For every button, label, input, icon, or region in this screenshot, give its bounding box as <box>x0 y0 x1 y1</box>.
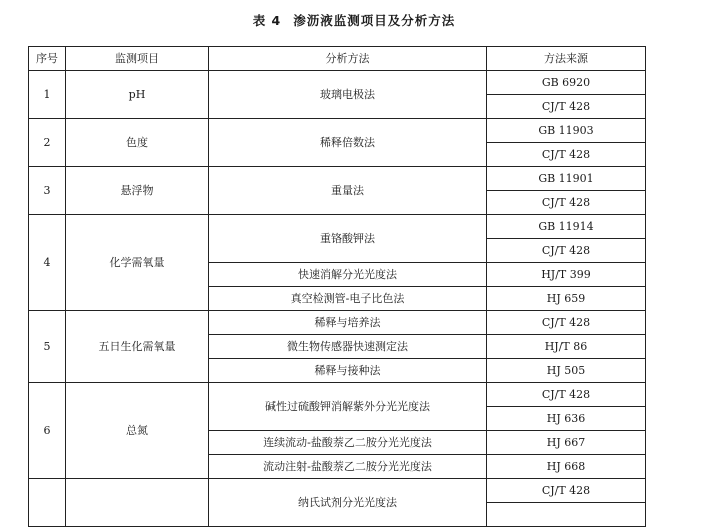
method-cell: 快速消解分光光度法 <box>209 263 487 287</box>
table-caption <box>0 11 708 29</box>
source-cell: HJ 636 <box>487 407 646 431</box>
method-cell: 流动注射-盐酸萘乙二胺分光光度法 <box>209 455 487 479</box>
header-seq: 序号 <box>29 47 66 71</box>
seq-cell: 6 <box>29 383 66 479</box>
method-cell: 纳氏试剂分光光度法 <box>209 479 487 527</box>
table-header-row <box>29 47 646 71</box>
item-cell: 色度 <box>66 119 209 167</box>
source-cell: HJ 505 <box>487 359 646 383</box>
method-cell: 玻璃电极法 <box>209 71 487 119</box>
source-cell: CJ/T 428 <box>487 383 646 407</box>
table-number: 表 4 <box>252 13 282 28</box>
table-row <box>29 215 646 239</box>
seq-cell: 2 <box>29 119 66 167</box>
method-cell: 稀释与培养法 <box>209 311 487 335</box>
source-cell: GB 6920 <box>487 71 646 95</box>
header-source: 方法来源 <box>487 47 646 71</box>
source-cell: CJ/T 428 <box>487 311 646 335</box>
source-cell: CJ/T 428 <box>487 239 646 263</box>
source-cell: GB 11903 <box>487 119 646 143</box>
method-cell: 真空检测管-电子比色法 <box>209 287 487 311</box>
item-cell: 五日生化需氧量 <box>66 311 209 383</box>
method-cell: 碱性过硫酸钾消解紫外分光光度法 <box>209 383 487 431</box>
seq-cell: 3 <box>29 167 66 215</box>
seq-cell: 5 <box>29 311 66 383</box>
source-cell: HJ 668 <box>487 455 646 479</box>
method-cell: 连续流动-盐酸萘乙二胺分光光度法 <box>209 431 487 455</box>
source-cell: HJ 667 <box>487 431 646 455</box>
item-cell: pH <box>66 71 209 119</box>
monitoring-table <box>28 46 646 527</box>
table-row <box>29 167 646 191</box>
item-cell: 总氮 <box>66 383 209 479</box>
source-cell: GB 11914 <box>487 215 646 239</box>
source-cell: CJ/T 428 <box>487 143 646 167</box>
table-row <box>29 479 646 503</box>
table-row <box>29 71 646 95</box>
item-cell <box>66 479 209 527</box>
seq-cell: 4 <box>29 215 66 311</box>
source-cell: GB 11901 <box>487 167 646 191</box>
seq-cell <box>29 479 66 527</box>
table-row <box>29 311 646 335</box>
source-cell: HJ/T 399 <box>487 263 646 287</box>
source-cell: HJ/T 86 <box>487 335 646 359</box>
method-cell: 稀释倍数法 <box>209 119 487 167</box>
item-cell: 化学需氧量 <box>66 215 209 311</box>
source-cell <box>487 503 646 527</box>
method-cell: 重铬酸钾法 <box>209 215 487 263</box>
header-item: 监测项目 <box>66 47 209 71</box>
source-cell: CJ/T 428 <box>487 479 646 503</box>
seq-cell: 1 <box>29 71 66 119</box>
source-cell: CJ/T 428 <box>487 191 646 215</box>
method-cell: 稀释与接种法 <box>209 359 487 383</box>
source-cell: CJ/T 428 <box>487 95 646 119</box>
method-cell: 微生物传感器快速测定法 <box>209 335 487 359</box>
method-cell: 重量法 <box>209 167 487 215</box>
table-row <box>29 383 646 407</box>
header-method: 分析方法 <box>209 47 487 71</box>
table-row <box>29 119 646 143</box>
table-title: 渗沥液监测项目及分析方法 <box>293 13 456 28</box>
item-cell: 悬浮物 <box>66 167 209 215</box>
source-cell: HJ 659 <box>487 287 646 311</box>
